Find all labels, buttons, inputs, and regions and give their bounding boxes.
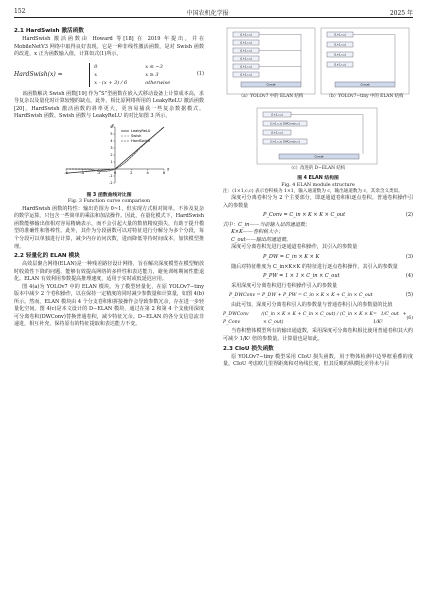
- conv-block-label: (1×1,c,c): [334, 43, 346, 47]
- equation-1: [14, 63, 204, 87]
- figure-caption: 图 4 ELAN 结构图: [297, 176, 339, 181]
- x-tick-label: 0: [113, 170, 117, 175]
- conv-block-label: (1×1,c,c): [240, 57, 252, 61]
- conv-block-label: (1×1,c,c): [240, 73, 252, 77]
- paragraph: HardSwish 激活函数由 Howard 等[18] 在 2019 年提出，并在 MobileNetV3 网络中取得良好表现。它是一种非线性激活函数，是对 Swish 函数的改进，x 正为函数输入值，计算如式(1)所示。: [14, 36, 204, 58]
- journal-year: 2025 年: [389, 10, 413, 17]
- elan-diagram: [223, 26, 413, 176]
- figure-caption-en: Fig. 4 ELAN module structure: [281, 182, 355, 188]
- dwconv-block-label: (1×1,c,c) DWConv(c,c): [270, 122, 300, 126]
- left-column: [14, 26, 204, 329]
- concat-block-label: Concat: [266, 83, 276, 87]
- subcaption-c: （c）改进的 D−ELAN 结构: [288, 166, 346, 171]
- equation-6: P_DWConv / P_Conv (C_in × K × K + C_in × C_out) / (C_in × K × K × C_out) = 1/C_out + 1/K² (6): [223, 312, 413, 325]
- legend-label: LeakyReLU: [131, 129, 151, 134]
- x-tick-label: -4: [80, 170, 85, 175]
- concat-block-label: Concat: [360, 83, 370, 87]
- equation-3: P_DW = C_in × K × K (3): [263, 254, 413, 261]
- x-tick-label: 4: [146, 170, 149, 175]
- right-column: [223, 26, 413, 369]
- definitions: 式中：C_in——当前输入层的通道数； K×K——卷积核大小； C_out——输出的通道数。: [223, 221, 310, 243]
- paragraph: 采用深度可分离卷积进行卷积操作引入的参数量: [231, 282, 338, 289]
- y-tick-label: 3: [110, 146, 113, 151]
- paragraph: 由此可知，深度可分离卷积引入的参数量与普通卷积引入的参数量的比值: [231, 301, 393, 308]
- conv-block-label: (1×1,c,c): [334, 33, 346, 37]
- y-tick-label: -2: [109, 181, 113, 186]
- figure-4: [223, 26, 413, 176]
- subcaption-b: （b）YOLOv7−tiny 中的 ELAN 结构: [326, 94, 404, 99]
- conv-block-label: (1×1,c,c): [334, 63, 346, 67]
- y-tick-label: 5: [110, 132, 113, 137]
- subcaption-a: （a）YOLOv7 中的 ELAN 结构: [238, 94, 304, 99]
- paragraph: 当卷积整体模型所有的输出通道数，采用深度可分离卷积相比使用普通卷积其大约可减少 1/K² 倍的参数量，计算量也是如此。: [223, 328, 413, 342]
- legend-label: HardSwish: [131, 139, 150, 144]
- paragraph: 图 4(a)为 YOLOv7 中的 ELAN 模块。为了模型轻量化，在原 YOLOv7−tiny 版本中减少 2 个卷积操作，以在保持一定精度的同时减少参数量和计算量，如图 4(b)所示。然而，ELAN 模块由 4 个分支卷积和拼接操作会导致参数冗余，存在进一步轻量化空间。图 4(c)是本文设计的 D−ELAN 模块，通过在第 2 和第 4 个支使用深度可分离卷积(DWConv)替换普通卷积，减少特征冗余。D−ELAN 的各分支信息流非递进，相互补充，保持原有的特征提取和表达能力不变。: [14, 283, 204, 328]
- conv-block-label: (1×1,c,c): [240, 65, 252, 69]
- conv-block-label: (1×1,c,c): [271, 113, 283, 117]
- conv-block-label: (1×1,c,c): [334, 53, 346, 57]
- y-tick-label: 2: [110, 153, 113, 158]
- x-tick-label: 6: [162, 170, 166, 175]
- x-axis-label: x: [167, 166, 170, 172]
- y-tick-label: 6: [110, 125, 113, 130]
- conv-block-label: (1×1,c,c): [240, 41, 252, 45]
- equation-2: P_Conv = C_in × K × K × C_out (2): [263, 212, 413, 219]
- page-number: 152: [14, 8, 26, 15]
- conv-block-label: (1×1,c,c): [271, 131, 283, 135]
- conv-block-label: (1×1,c,c): [240, 33, 252, 37]
- legend-label: Swish: [131, 134, 142, 139]
- eq-number: (1): [196, 70, 204, 77]
- x-tick-label: -6: [64, 170, 68, 175]
- paragraph: 随后对特征维度为 C_in×K×K 的特征进行逐点卷积操作，其引入的参数量: [231, 263, 398, 270]
- paragraph: 深度可分离卷积先进行逐通道卷积操作，其引入的参数量: [231, 244, 358, 251]
- paragraph: 深度可分离卷积分为 2 个主要部分，即逐通道卷积和逐点卷积。普通卷积操作引入的参数量: [223, 195, 413, 209]
- x-tick-label: 2: [130, 170, 133, 175]
- x-tick-label: -2: [96, 170, 101, 175]
- elan-c: [257, 108, 377, 164]
- concat-block-label: Concat: [314, 155, 324, 159]
- figure-note: 注：(1×1,c,c) 表示卷积核为 1×1，输入通道数为 c，输出通道数为 c，其余含义类似。: [223, 189, 403, 194]
- y-tick-label: -1: [109, 174, 113, 179]
- equation-4: P_PW = 1 × 1 × C_in × C_out (4): [263, 273, 413, 280]
- y-axis-label: y: [111, 122, 114, 128]
- journal-name: 中国农机化学报: [186, 10, 229, 17]
- y-tick-label: 1: [110, 160, 113, 165]
- section-title: 2.3 CIoU 损失函数: [223, 345, 274, 352]
- equation-5: P_DWConv = P_DW + P_PW = C_in × K × K + C_in × C_out (5): [229, 292, 413, 299]
- figure-caption: 图 3 函数曲线对比图: [86, 192, 132, 198]
- figure-caption-en: Fig. 3 Function curve comparison: [67, 199, 151, 205]
- paragraph: 高效层聚合网络(ELAN)是一种残差路径设计网络，旨在解决深度模型在模型缩放时收敛性下降的问题，能够有效提高网络的多样性和表达能力，避免训练期间性能退化。ELAN 有效利用参数提高推理速度，适用于实时或低延迟应用。: [14, 261, 204, 283]
- eq-lhs: HardSwish(x) =: [14, 70, 63, 78]
- eq-cases: 0 x ≤ −3 x x ≥ 3 x · (x + 3) / 6 otherwise: [89, 63, 170, 87]
- paragraph: 原 YOLOv7−tiny 模型采用 CIoU 损失函数，用于物体检测中边界框重叠的度量。CIoU 考虑欧几里得距离和对角线长度，但其反映的纵横比差异未与目: [223, 353, 413, 368]
- elan-a: [227, 28, 315, 94]
- section-title: 2.2 轻量化的 ELAN 模块: [14, 253, 80, 260]
- figure-3: [14, 123, 204, 193]
- page-header: [14, 8, 413, 18]
- section-title: 2.1 HardSwish 激活函数: [14, 28, 84, 34]
- conv-block-label: (1×1,c,c): [240, 49, 252, 53]
- dwconv-block-label: (1×1,c,c) DWConv(c,c): [270, 140, 300, 144]
- paragraph: 该函数解决 Swish 函数[19] 作为“S”型函数在嵌入式移动设备上计算成本高，求导复杂以及量化时计算较慢的缺点。此外，相比原网络所用的 LeakyReLU 激活函数[20]，HardSwish 激活函数的斜率更大，更容易捕获一些复杂数据模式。HardSwish 函数、Swish 函数与 LeakyReLU 的对比如图 3 所示。: [14, 90, 204, 120]
- function-curve-chart: [14, 123, 204, 193]
- y-tick-label: 4: [110, 139, 113, 144]
- elan-b: [321, 28, 409, 94]
- paragraph: HardSwish 函数的特性：输出范围为 0~1，但实现方式相对简单，不涉及复杂的数学运算，只包含一些简单的乘法和加法操作。因此，在量化模式下，HardSwish 函数能够输出值相对容易精确表示，而不会引起大量的数值精度损失，有助于提升模型的准确性和鲁棒性。此外，其作为分段函数可以对特征进行分解分为多个分段，每个分段可以单独进行计算，减少内存访问次数，进而降低等待时间成本，加快模型推理。: [14, 205, 204, 250]
